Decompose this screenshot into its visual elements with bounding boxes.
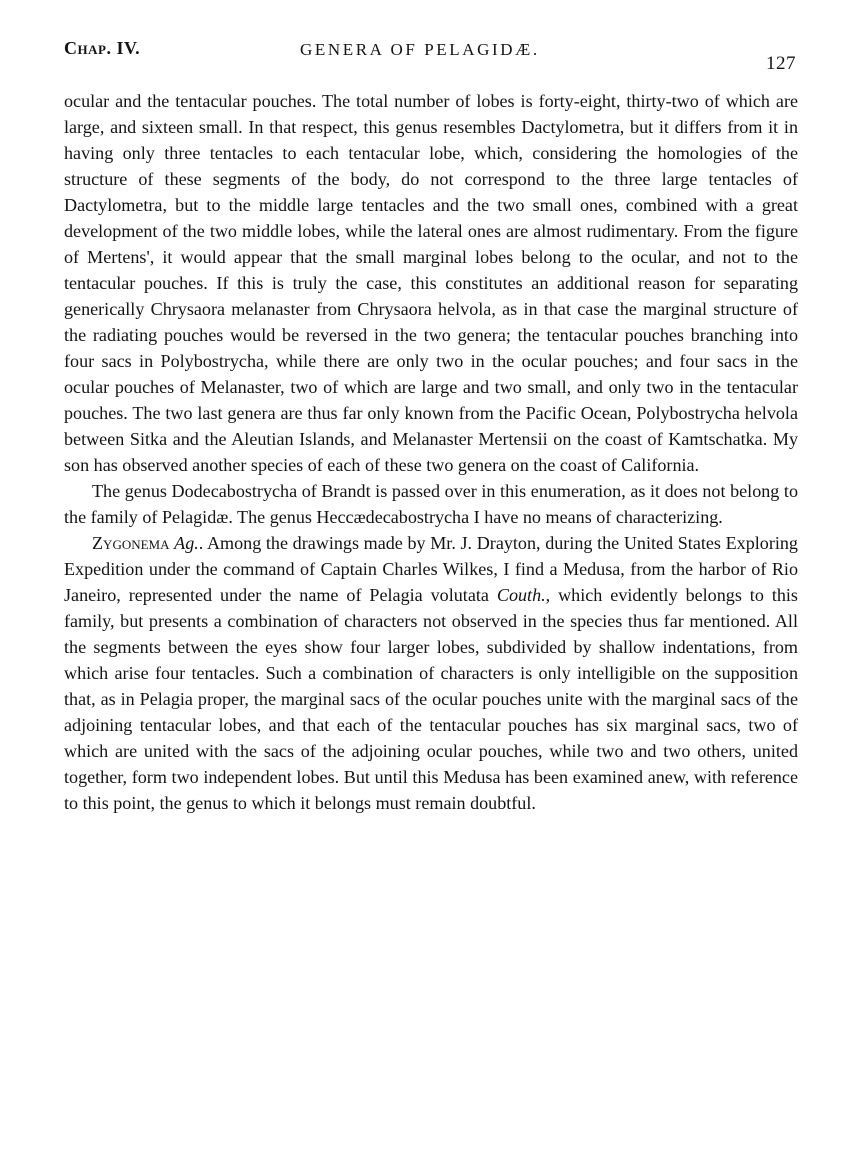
running-head bbox=[64, 34, 796, 74]
genus-author: Ag. bbox=[174, 533, 199, 553]
running-title: GENERA OF PELAGIDÆ. bbox=[300, 40, 540, 59]
paragraph-text: . Among the drawings made by Mr. J. Drayton, during the United States Exploring Expedition under the command of Captain Charles Wilkes, I find a Medusa, from the harbor of Rio Janeiro, represented under the name of Pelagia volutata bbox=[64, 533, 798, 605]
genus-name: Zygonema bbox=[92, 533, 170, 553]
species-citation: Couth. bbox=[496, 585, 546, 605]
paragraph-zygonema bbox=[64, 530, 798, 816]
chapter-label: Chap. IV. bbox=[64, 38, 141, 58]
body-text bbox=[64, 88, 798, 816]
paragraph-text: , which evidently belongs to this family, but presents a combination of characters not observed in the species thus far mentioned. All the segments between the eyes show four larger lobes, subdivided by shallow indentations, from which arise four tentacles. Such a combination of characters is only intelligible on the supposition that, as in Pelagia proper, the marginal sacs of the ocular pouches unite with the marginal sacs of the adjoining tentacular lobes, and that each of the tentacular pouches has six marginal sacs, two of which are united with the sacs of the adjoining ocular pouches, while two and two others, united together, form two independent lobes. But until this Medusa has been examined anew, with reference to this point, the genus to which it belongs must remain doubtful. bbox=[64, 585, 798, 813]
paragraph: The genus Dodecabostrycha of Brandt is passed over in this enumeration, as it does not belong to the family of Pelagidæ. The genus Heccædecabostrycha I have no means of characterizing. bbox=[64, 481, 798, 527]
paragraph: ocular and the tentacular pouches. The total number of lobes is forty-eight, thirty-two of which are large, and sixteen small. In that respect, this genus resembles Dactylometra, but it differs from it in having only three tentacles to each tentacular lobe, which, considering the homologies of the structure of these segments of the body, do not correspond to the three large tentacles of Dactylometra, but to the middle large tentacles and the two small ones, combined with a great development of the two middle lobes, while the lateral ones are almost rudimentary. From the figure of Mertens', it would appear that the small marginal lobes belong to the ocular, and not to the tentacular pouches. If this is truly the case, this constitutes an additional reason for separating generically Chrysaora melanaster from Chrysaora helvola, as in that case the marginal structure of the radiating pouches would be reversed in the two genera; the tentacular pouches branching into four sacs in Polybostrycha, while there are only two in the ocular pouches; and four sacs in the ocular pouches of Melanaster, two of which are large and two small, and only two in the tentacular pouches. The two last genera are thus far only known from the Pacific Ocean, Polybostrycha helvola between Sitka and the Aleutian Islands, and Melanaster Mertensii on the coast of Kamtschatka. My son has observed another species of each of these two genera on the coast of California. bbox=[64, 91, 798, 475]
page-number: 127 bbox=[766, 53, 796, 74]
